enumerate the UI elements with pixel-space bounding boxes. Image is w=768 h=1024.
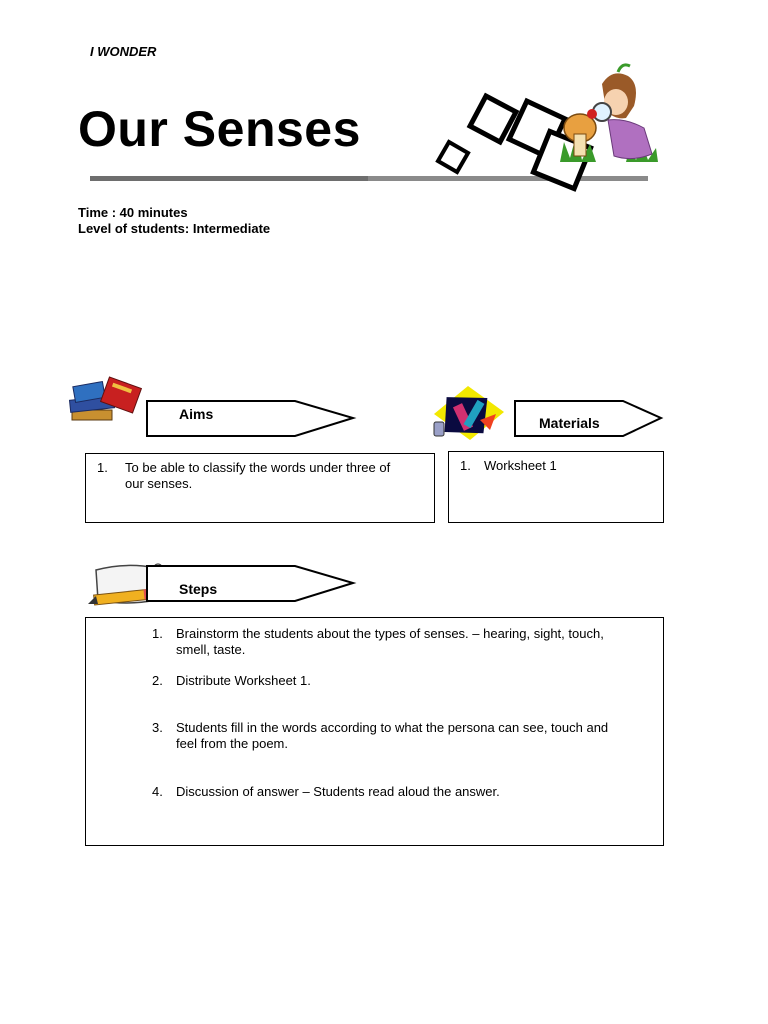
- materials-label: Materials: [539, 415, 600, 431]
- list-item: [460, 458, 660, 476]
- step-number: 1.: [152, 626, 163, 641]
- step-text-line1: Students fill in the words according to what the persona can see, touch and: [176, 720, 609, 735]
- step-text-line2: smell, taste.: [176, 642, 246, 657]
- steps-box: [85, 617, 664, 846]
- list-item: [152, 784, 652, 802]
- steps-label: Steps: [179, 581, 218, 597]
- aims-item-text-line2: our senses.: [125, 476, 193, 491]
- aims-arrow-banner: [145, 399, 357, 439]
- step-number: 4.: [152, 784, 163, 799]
- step-text-line1: Brainstorm the students about the types of senses. – hearing, sight, touch,: [176, 626, 604, 641]
- aims-item-text-line1: To be able to classify the words under three of: [125, 460, 391, 475]
- step-number: 2.: [152, 673, 163, 688]
- step-text-line1: Discussion of answer – Students read aloud the answer.: [176, 784, 500, 799]
- materials-item-number: 1.: [460, 458, 471, 473]
- steps-arrow-banner: [145, 564, 357, 604]
- books-icon: [68, 376, 144, 424]
- list-item: [152, 626, 652, 660]
- list-item: [152, 720, 652, 754]
- student-level: Level of students: Intermediate: [78, 221, 271, 236]
- girl-with-magnifier-icon: [556, 62, 662, 168]
- step-text-line2: feel from the poem.: [176, 736, 288, 751]
- lesson-time: Time : 40 minutes: [78, 205, 188, 220]
- aims-label: Aims: [179, 406, 214, 422]
- materials-item-text: Worksheet 1: [484, 458, 557, 473]
- aims-item-number: 1.: [97, 460, 108, 475]
- header-label: I WONDER: [90, 44, 157, 59]
- materials-box: [448, 451, 664, 523]
- page-title: Our Senses: [78, 101, 361, 157]
- aims-box: [85, 453, 435, 523]
- list-item: [152, 673, 652, 691]
- step-number: 3.: [152, 720, 163, 735]
- step-text-line1: Distribute Worksheet 1.: [176, 673, 311, 688]
- title-divider-dark: [90, 176, 368, 181]
- art-supplies-icon: [430, 384, 506, 442]
- list-item: [97, 460, 427, 494]
